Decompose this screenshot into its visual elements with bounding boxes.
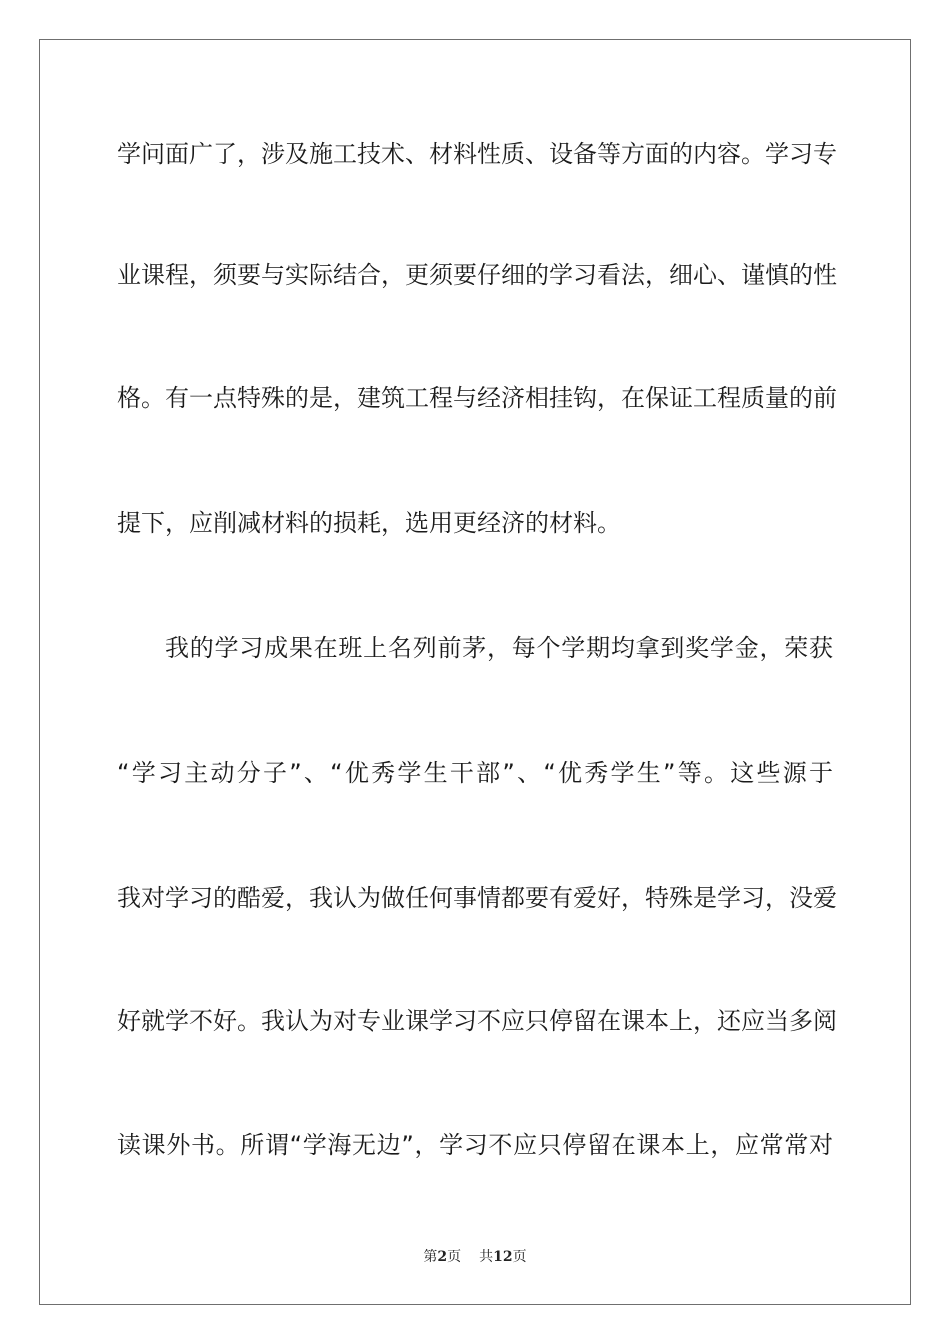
total-pages-prefix: 共 [479, 1249, 494, 1265]
text-line: 提下，应削减材料的损耗，选用更经济的材料。 [117, 509, 621, 537]
text-line: 我的学习成果在班上名列前茅，每个学期均拿到奖学金，荣获 [165, 634, 833, 662]
text-line: 学问面广了，涉及施工技术、材料性质、设备等方面的内容。学习专 [117, 140, 837, 168]
page-border [39, 39, 911, 1305]
text-line: 我对学习的酷爱，我认为做任何事情都要有爱好，特殊是学习，没爱 [117, 884, 837, 912]
page-number-suffix: 页 [447, 1249, 462, 1265]
page-footer [0, 1248, 950, 1266]
text-line: 格。有一点特殊的是，建筑工程与经济相挂钩，在保证工程质量的前 [117, 384, 837, 412]
text-line: 读课外书。所谓“学海无边”，学习不应只停留在课本上，应常常对 [117, 1131, 833, 1159]
text-line: 好就学不好。我认为对专业课学习不应只停留在课本上，还应当多阅 [117, 1007, 837, 1035]
text-line: “学习主动分子”、“优秀学生干部”、“优秀学生”等。这些源于 [117, 759, 833, 787]
page-number: 2 [437, 1249, 448, 1265]
total-pages-suffix: 页 [512, 1249, 527, 1265]
page-number-prefix: 第 [423, 1249, 438, 1265]
text-line: 业课程，须要与实际结合，更须要仔细的学习看法，细心、谨慎的性 [117, 261, 837, 289]
total-pages: 12 [493, 1249, 513, 1265]
